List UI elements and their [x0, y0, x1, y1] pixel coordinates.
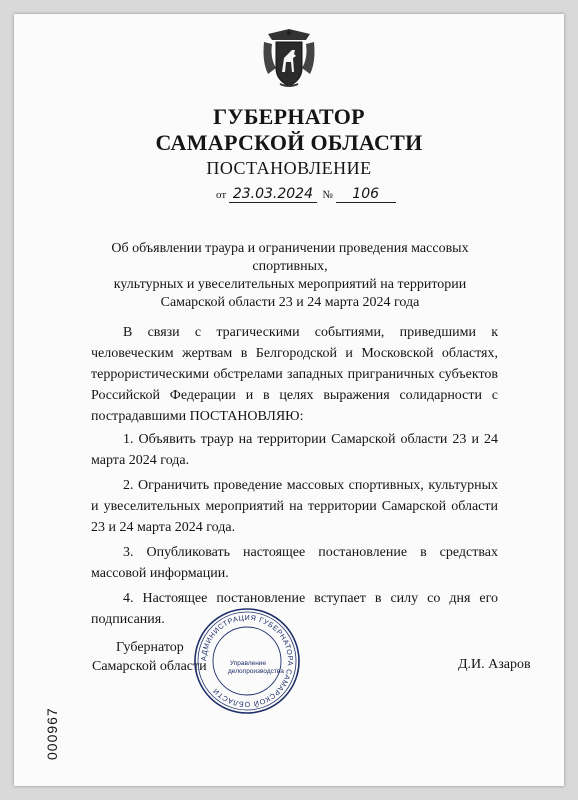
subject-line-3: Самарской области 23 и 24 марта 2024 года	[160, 295, 420, 310]
stamp-inner-line-2: делопроизводства	[228, 668, 284, 675]
document-type: ПОСТАНОВЛЕНИЕ	[206, 158, 372, 178]
date-prefix: от	[216, 189, 227, 201]
document-subject	[90, 240, 490, 312]
date-number-line	[216, 186, 396, 203]
subject-line-2: культурных и увеселительных мероприятий на территории	[113, 277, 467, 292]
document-number: 106	[336, 186, 396, 203]
preamble-paragraph: В связи с трагическими событиями, приведшими к человеческим жертвам в Белгородской и Московской областях, террористическими обстрелами западных приграничных субъектов Российской Федерации и в целях выражения солидарности с пострадавшими ПОСТАНОВЛЯЮ:	[91, 325, 498, 424]
signatory-position-line-2: Самарской области	[92, 659, 207, 674]
document-body	[91, 322, 498, 634]
coat-of-arms-icon	[262, 28, 316, 90]
clause-4: 4. Настоящее постановление вступает в силу со дня его подписания.	[91, 591, 498, 627]
stamp-ring-text: АДМИНИСТРАЦИЯ ГУБЕРНАТОРА САМАРСКОЙ ОБЛАСТИ	[198, 612, 296, 710]
clause-1: 1. Объявить траур на территории Самарской области 23 и 24 марта 2024 года.	[91, 432, 498, 468]
signatory-position-line-1: Губернатор	[116, 640, 184, 655]
serial-number: 000967	[44, 707, 60, 760]
clause-2: 2. Ограничить проведение массовых спортивных, культурных и увеселительных мероприятий на территории Самарской области 23 и 24 марта 2024 года.	[91, 478, 498, 535]
document-date: 23.03.2024	[229, 186, 317, 203]
signatory-name: Д.И. Азаров	[458, 657, 531, 672]
clause-3: 3. Опубликовать настоящее постановление в средствах массовой информации.	[91, 545, 498, 581]
title-region: САМАРСКОЙ ОБЛАСТИ	[155, 130, 423, 155]
title-governor: ГУБЕРНАТОР	[213, 104, 365, 129]
subject-line-1: Об объявлении траура и ограничении проведения массовых спортивных,	[111, 241, 469, 274]
number-sign: №	[322, 189, 333, 201]
signatory-position	[92, 638, 207, 676]
stamp-inner-text	[228, 660, 284, 676]
stamp-inner-line-1: Управление	[229, 660, 267, 667]
